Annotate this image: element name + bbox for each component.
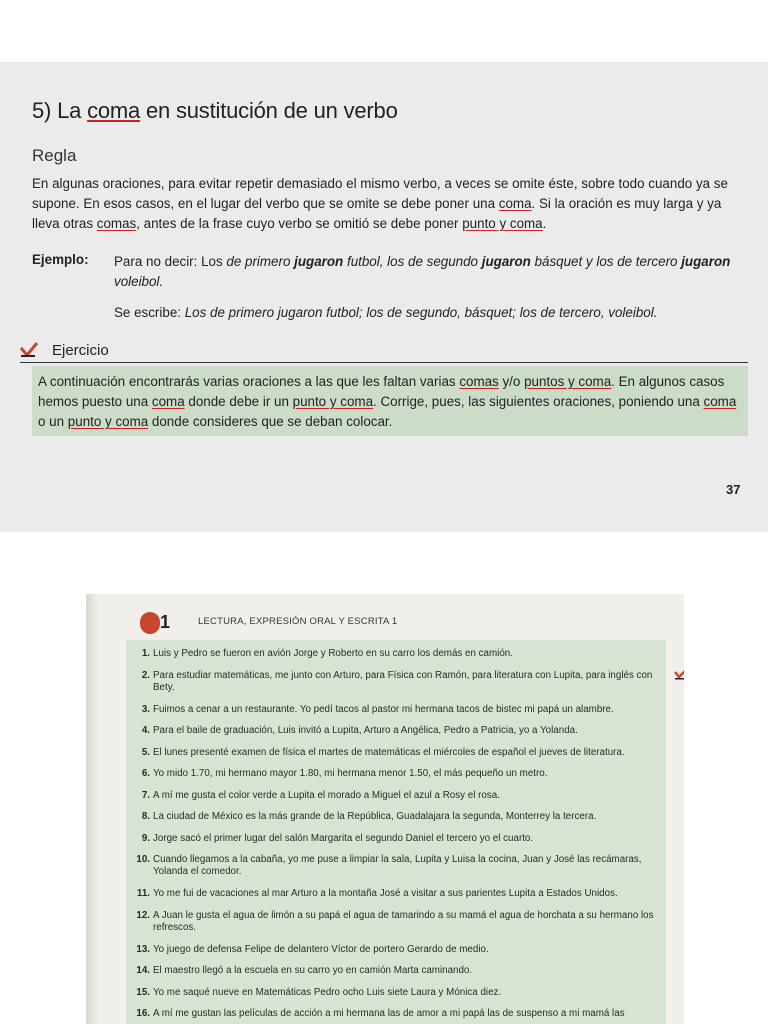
item-text: Yo juego de defensa Felipe de delantero Víctor de portero Gerardo de medio. (153, 943, 489, 955)
item-number: 7. (141, 789, 150, 801)
ex-coma-1: coma (151, 394, 185, 409)
unit-title: LECTURA, EXPRESIÓN ORAL Y ESCRITA 1 (198, 616, 398, 627)
ex-pyc-3: punto y coma (67, 414, 149, 429)
exercise-title: Ejercicio (52, 342, 109, 359)
section-number: 5) (32, 98, 52, 123)
unit-number: 1 (160, 612, 171, 632)
example-2a: Se escribe: (114, 305, 185, 320)
item-text: Yo me fui de vacaciones al mar Arturo a la montaña José a visitar a sus parientes Lupita a Estados Unidos. (153, 888, 618, 899)
item-number: 16. (136, 1008, 150, 1019)
ex-text-4: donde debe ir un (184, 394, 293, 409)
example-1g: jugaron (681, 254, 731, 269)
ex-text-7: donde consideres que se deban colocar. (148, 414, 393, 429)
item-text: El maestro llegó a la escuela en su carro yo en camión Marta caminando. (153, 965, 473, 976)
top-page (0, 62, 768, 532)
example-1a: Para no decir: Los (114, 254, 227, 269)
item-number: 15. (136, 986, 150, 998)
section-title (32, 98, 398, 124)
exercise-instructions (32, 366, 748, 436)
item-text: Luis y Pedro se fueron en avión Jorge y Roberto en su carro los demás en camión. (153, 648, 513, 659)
rule-text-2: . Si la oración es muy larga y ya lleva otras (32, 196, 722, 231)
rule-coma: coma (498, 196, 532, 211)
example-1h: voleibol. (114, 274, 164, 289)
example-1b: de primero (226, 254, 295, 269)
item-number: 10. (136, 854, 150, 865)
title-coma: coma (87, 98, 141, 123)
title-text-post: en sustitución de un verbo (140, 98, 398, 123)
item-text: Para el baile de graduación, Luis invitó a Lupita, Arturo a Angélica, Pedro a Patricia, yo a Yolanda. (153, 725, 578, 736)
ex-text-5: . Corrige, pues, las siguientes oraciones, poniendo una (373, 394, 704, 409)
ex-pyc-1: puntos y coma (524, 374, 612, 389)
item-number: 4. (141, 725, 150, 736)
check-mark-icon (674, 668, 684, 680)
rule-text-4: . (542, 216, 547, 231)
example-2b: Los de primero jugaron futbol; los de segundo, básquet; los de tercero, voleibol. (184, 305, 658, 320)
ex-coma-2: coma (703, 394, 737, 409)
item-text: La ciudad de México es la más grande de la República, Guadalajara la segunda, Monterrey la tercera. (153, 811, 597, 822)
ex-pyc-2: punto y coma (292, 394, 374, 409)
item-number: 3. (141, 703, 150, 715)
item-text: Jorge sacó el primer lugar del salón Margarita el segundo Daniel el tercero yo el cuarto. (153, 832, 534, 844)
unit-badge-icon (140, 612, 160, 634)
item-number: 12. (136, 909, 150, 921)
ex-text-6: o un (38, 414, 68, 429)
item-number: 2. (141, 669, 150, 681)
bottom-page (86, 594, 684, 1024)
item-text: Para estudiar matemáticas, me junto con Arturo, para Física con Ramón, para literatura con Lupita, para inglés con Bety. (153, 669, 653, 693)
example-se-escribe (114, 303, 748, 323)
example-no-decir (114, 252, 748, 292)
item-number: 5. (141, 746, 150, 758)
ex-text-1: A continuación encontrarás varias oraciones a las que les faltan varias (38, 374, 460, 389)
page-edge-shadow (86, 594, 98, 1024)
pencil-check-icon (20, 342, 38, 358)
ex-comas: comas (459, 374, 499, 389)
example-1f: básquet y los de tercero (530, 254, 682, 269)
item-number: 1. (141, 648, 150, 659)
item-text: A Juan le gusta el agua de limón a su papá el agua de tamarindo a su mamá el agua de horchata a su hermano los refrescos. (153, 909, 654, 933)
item-text: Cuando llegamos a la cabaña, yo me puse a limpiar la sala, Lupita y Luisa la cocina, Juan y José las recámaras, Yolanda el comedor. (153, 854, 642, 877)
example-label: Ejemplo: (32, 252, 89, 267)
item-text: Yo me saqué nueve en Matemáticas Pedro ocho Luis siete Laura y Mónica diez. (153, 986, 502, 998)
title-text-pre: La (57, 98, 88, 123)
item-number: 11. (136, 888, 150, 899)
rule-text-3: , antes de la frase cuyo verbo se omitió se debe poner (136, 216, 463, 231)
item-number: 6. (141, 768, 150, 779)
ex-text-2: y/o (498, 374, 525, 389)
item-number: 14. (136, 965, 150, 976)
example-1e: jugaron (481, 254, 531, 269)
item-number: 8. (141, 811, 150, 822)
rule-paragraph (32, 174, 748, 234)
item-text: El lunes presenté examen de física el martes de matemáticas el miércoles de español el jueves de literatura. (153, 746, 625, 758)
rule-punto-y-coma: punto y coma (462, 216, 543, 231)
ex-text-3: . En algunos casos hemos puesto una (38, 374, 725, 409)
item-number: 9. (141, 832, 150, 844)
rule-heading: Regla (32, 146, 77, 165)
item-number: 13. (136, 943, 150, 955)
page-number: 37 (726, 482, 741, 497)
example-1d: futbol, los de segundo (343, 254, 482, 269)
item-text: A mí me gusta el color verde a Lupita el morado a Miguel el azul a Rosy el rosa. (153, 789, 500, 801)
item-text: Yo mido 1.70, mi hermano mayor 1.80, mi hermana menor 1.50, el más pequeño un metro. (153, 768, 548, 779)
rule-comas: comas (96, 216, 137, 231)
item-text: A mí me gustan las películas de acción a mi hermana las de amor a mi papá las de suspenso a mi mamá las (153, 1008, 625, 1019)
example-1c: jugaron (294, 254, 344, 269)
item-text: Fuimos a cenar a un restaurante. Yo pedí tacos al pastor mi hermana tacos de bistec mi papá un alambre. (153, 703, 614, 715)
exercise-header (20, 340, 748, 363)
rule-text-1: En algunas oraciones, para evitar repetir demasiado el mismo verbo, a veces se omite éste, sobre todo cuando ya se supone. En esos casos, en el lugar del verbo que se omite se debe poner una (32, 176, 728, 211)
